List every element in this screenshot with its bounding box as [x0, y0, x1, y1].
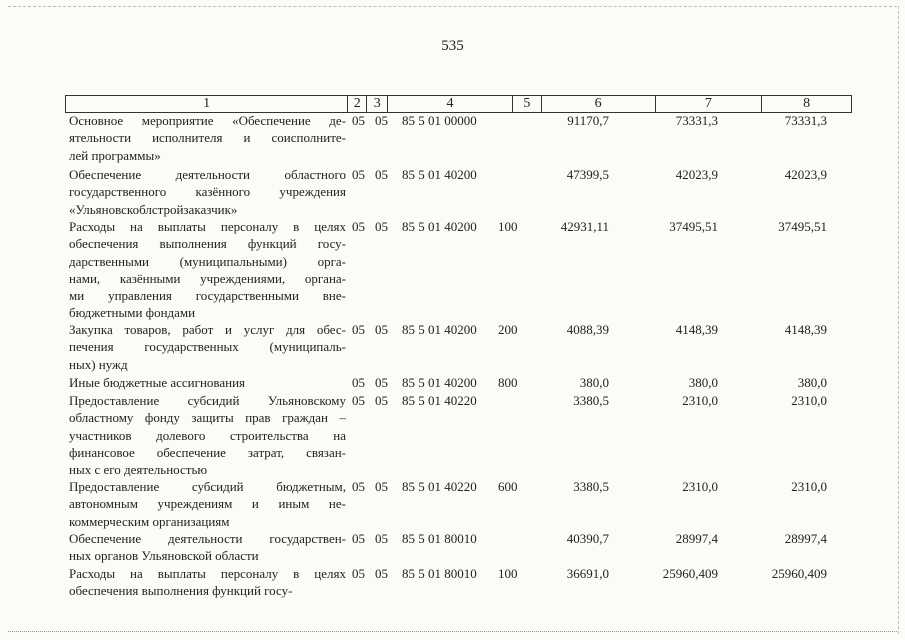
description-line: обеспечения выполнения функций госу-: [69, 583, 293, 599]
amount-col-6: 380,0: [579, 375, 609, 390]
header-col-6: 6: [542, 96, 656, 112]
description-line: «Ульяновскоблстройзаказчик»: [69, 201, 238, 217]
amount-col-8: 25960,409: [771, 566, 827, 581]
description-line: обеспечения выполнения функций госу-: [69, 236, 346, 252]
amount-col-8: 42023,9: [784, 167, 827, 182]
expense-type-code: 100: [498, 219, 518, 234]
target-article-code: 85 5 01 00000: [402, 113, 477, 128]
amount-col-7: 2310,0: [682, 479, 718, 494]
section-code: 05: [352, 113, 365, 128]
subsection-code: 05: [375, 479, 388, 494]
target-article-code: 85 5 01 40220: [402, 479, 477, 494]
description-line: Предоставление субсидий бюджетным,: [69, 479, 346, 494]
header-col-7: 7: [656, 96, 763, 112]
header-col-2: 2: [348, 96, 367, 112]
section-code: 05: [352, 375, 365, 390]
scan-border-bottom: [8, 631, 897, 632]
amount-col-6: 47399,5: [566, 167, 609, 182]
section-code: 05: [352, 219, 365, 234]
subsection-code: 05: [375, 219, 388, 234]
amount-col-8: 37495,51: [778, 219, 827, 234]
section-code: 05: [352, 322, 365, 337]
description-line: ных с его деятельностью: [69, 462, 208, 478]
subsection-code: 05: [375, 566, 388, 581]
amount-col-6: 40390,7: [566, 531, 609, 546]
target-article-code: 85 5 01 40200: [402, 167, 477, 182]
description-line: ми управления государственными вне-: [69, 288, 346, 304]
scan-border-top: [8, 6, 897, 7]
amount-col-7: 380,0: [688, 375, 718, 390]
section-code: 05: [352, 393, 365, 408]
table-header: [65, 95, 852, 113]
target-article-code: 85 5 01 80010: [402, 566, 477, 581]
subsection-code: 05: [375, 322, 388, 337]
description-line: Обеспечение деятельности областного: [69, 167, 346, 182]
row-description: [69, 478, 346, 530]
description-line: участников долевого строительства на: [69, 427, 346, 443]
description-line: Обеспечение деятельности государствен-: [69, 531, 346, 546]
expense-type-code: 100: [498, 566, 518, 581]
amount-col-6: 42931,11: [560, 219, 609, 234]
subsection-code: 05: [375, 531, 388, 546]
amount-col-7: 2310,0: [682, 393, 718, 408]
description-line: лей программы»: [69, 147, 161, 163]
amount-col-7: 4148,39: [675, 322, 718, 337]
header-col-8: 8: [803, 96, 811, 111]
expense-type-code: 200: [498, 322, 518, 337]
page-number: 535: [441, 38, 464, 54]
target-article-code: 85 5 01 40200: [402, 219, 477, 234]
description-line: Закупка товаров, работ и услуг для обес-: [69, 322, 346, 337]
amount-col-8: 380,0: [797, 375, 827, 390]
amount-col-8: 2310,0: [791, 393, 827, 408]
row-description: [69, 112, 346, 164]
amount-col-8: 2310,0: [791, 479, 827, 494]
description-line: дарственными (муниципальными) орга-: [69, 253, 346, 269]
expense-type-code: 600: [498, 479, 518, 494]
row-description: [69, 374, 346, 391]
description-line: Предоставление субсидий Ульяновскому: [69, 393, 346, 408]
amount-col-6: 3380,5: [573, 479, 609, 494]
row-description: [69, 166, 346, 218]
amount-col-6: 3380,5: [573, 393, 609, 408]
amount-col-7: 25960,409: [662, 566, 718, 581]
amount-col-7: 37495,51: [669, 219, 718, 234]
row-description: [69, 218, 346, 322]
target-article-code: 85 5 01 40200: [402, 375, 477, 390]
description-line: автономным учреждениям и иным не-: [69, 496, 346, 512]
amount-col-6: 91170,7: [567, 113, 609, 128]
section-code: 05: [352, 566, 365, 581]
amount-col-7: 42023,9: [675, 167, 718, 182]
subsection-code: 05: [375, 113, 388, 128]
section-code: 05: [352, 167, 365, 182]
description-line: Расходы на выплаты персоналу в целях: [69, 219, 346, 234]
row-description: [69, 392, 346, 478]
header-col-3: 3: [367, 96, 388, 112]
row-description: [69, 565, 346, 600]
description-line: бюджетными фондами: [69, 305, 196, 321]
row-description: [69, 530, 346, 565]
description-line: ных органов Ульяновской области: [69, 548, 259, 564]
header-col-4: 4: [388, 96, 513, 112]
section-code: 05: [352, 531, 365, 546]
amount-col-7: 28997,4: [675, 531, 718, 546]
target-article-code: 85 5 01 80010: [402, 531, 477, 546]
description-line: ных) нужд: [69, 356, 128, 372]
description-line: областному фонду защиты прав граждан –: [69, 410, 346, 426]
subsection-code: 05: [375, 167, 388, 182]
description-line: Расходы на выплаты персоналу в целях: [69, 566, 346, 581]
section-code: 05: [352, 479, 365, 494]
amount-col-7: 73331,3: [675, 113, 718, 128]
description-line: государственного казённого учреждения: [69, 184, 346, 200]
header-col-5: 5: [513, 96, 542, 112]
amount-col-6: 4088,39: [566, 322, 609, 337]
expense-type-code: 800: [498, 375, 518, 390]
amount-col-8: 4148,39: [784, 322, 827, 337]
description-line: финансовое обеспечение затрат, связан-: [69, 444, 346, 460]
amount-col-8: 73331,3: [784, 113, 827, 128]
description-line: Иные бюджетные ассигнования: [69, 375, 246, 390]
header-col-1: 1: [66, 96, 348, 112]
amount-col-8: 28997,4: [784, 531, 827, 546]
row-description: [69, 321, 346, 373]
subsection-code: 05: [375, 375, 388, 390]
description-line: коммерческим организациям: [69, 513, 230, 529]
target-article-code: 85 5 01 40200: [402, 322, 477, 337]
subsection-code: 05: [375, 393, 388, 408]
amount-col-6: 36691,0: [566, 566, 609, 581]
scan-border-right: [898, 6, 899, 634]
description-line: нами, казёнными учреждениями, органа-: [69, 270, 346, 286]
description-line: ятельности исполнителя и соисполните-: [69, 130, 346, 146]
target-article-code: 85 5 01 40220: [402, 393, 477, 408]
description-line: печения государственных (муниципаль-: [69, 339, 346, 355]
description-line: Основное мероприятие «Обеспечение де-: [69, 113, 346, 128]
